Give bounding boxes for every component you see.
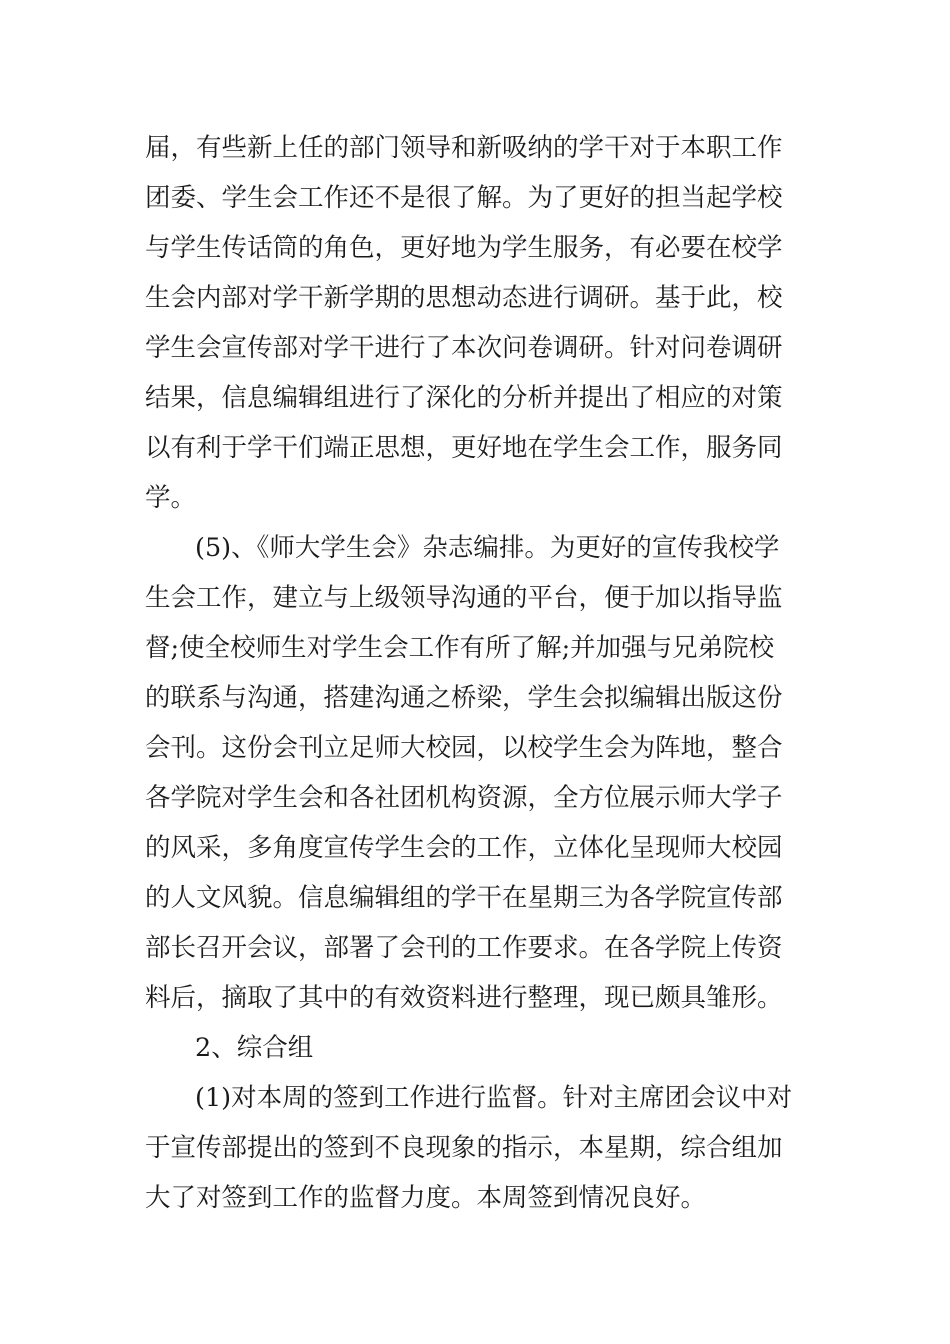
text-line: 的人文风貌。信息编辑组的学干在星期三为各学院宣传部 [145,883,783,913]
text-line: 督;使全校师生对学生会工作有所了解;并加强与兄弟院校 [145,633,775,663]
text-line: 团委、学生会工作还不是很了解。为了更好的担当起学校 [145,183,783,213]
text-line: 会刊。这份会刊立足师大校园，以校学生会为阵地，整合 [145,733,783,763]
text-line: 届，有些新上任的部门领导和新吸纳的学干对于本职工作 [145,133,783,163]
paragraph-start-line: (1)对本周的签到工作进行监督。针对主席团会议中对 [195,1083,793,1113]
text-line: 大了对签到工作的监督力度。本周签到情况良好。 [145,1183,707,1213]
text-line: 的风采，多角度宣传学生会的工作，立体化呈现师大校园 [145,833,783,863]
text-line: 生会工作，建立与上级领导沟通的平台，便于加以指导监 [145,583,783,613]
text-line: 料后，摘取了其中的有效资料进行整理，现已颇具雏形。 [145,983,783,1013]
text-line: 各学院对学生会和各社团机构资源，全方位展示师大学子 [145,783,783,813]
text-line: 生会内部对学干新学期的思想动态进行调研。基于此，校 [145,283,783,313]
text-line: 结果，信息编辑组进行了深化的分析并提出了相应的对策 [145,383,783,413]
text-line: 与学生传话筒的角色，更好地为学生服务，有必要在校学 [145,233,783,263]
text-line: 的联系与沟通，搭建沟通之桥梁，学生会拟编辑出版这份 [145,683,783,713]
section-heading: 2、综合组 [195,1033,314,1063]
text-line: 学。 [145,483,197,513]
text-line: 部长召开会议，部署了会刊的工作要求。在各学院上传资 [145,933,783,963]
paragraph-start-line: (5)、《师大学生会》杂志编排。为更好的宣传我校学 [195,533,780,563]
text-line: 学生会宣传部对学干进行了本次问卷调研。针对问卷调研 [145,333,783,363]
text-line: 以有利于学干们端正思想，更好地在学生会工作，服务同 [145,433,783,463]
text-line: 于宣传部提出的签到不良现象的指示，本星期，综合组加 [145,1133,783,1163]
